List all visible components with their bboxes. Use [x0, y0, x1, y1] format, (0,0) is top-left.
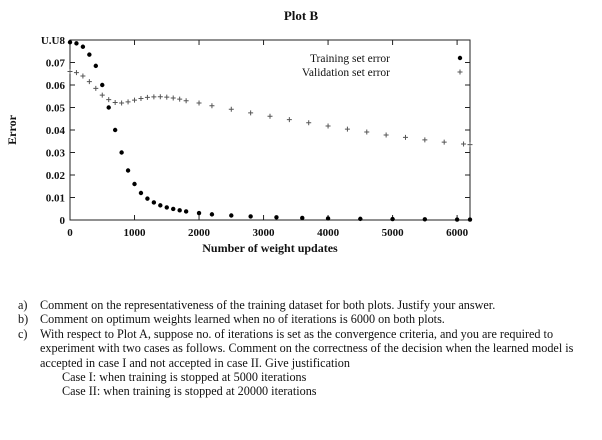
- x-tick-label: 1000: [123, 227, 146, 239]
- training-error-point: [113, 128, 117, 132]
- training-error-point: [152, 200, 156, 204]
- question-text: Comment on the representativeness of the training dataset for both plots. Justify your answer.: [40, 298, 496, 312]
- plot-title: Plot B: [283, 8, 319, 23]
- validation-error-point: [138, 96, 143, 101]
- x-tick-label: 2000: [188, 227, 211, 239]
- y-tick-label: 0.01: [45, 192, 65, 205]
- x-tick-label: 3000: [252, 227, 275, 239]
- validation-error-point: [326, 123, 331, 128]
- training-error-point: [455, 217, 459, 221]
- training-error-point: [158, 203, 162, 207]
- training-error-point: [81, 45, 85, 49]
- training-error-point: [358, 217, 362, 221]
- training-error-point: [171, 207, 175, 211]
- x-tick-label: 0: [67, 227, 73, 239]
- question-c: [18, 327, 593, 370]
- validation-error-point: [209, 103, 214, 108]
- validation-error-point: [171, 96, 176, 101]
- training-error-point: [119, 150, 123, 154]
- validation-error-point: [268, 114, 273, 119]
- training-error-point: [165, 205, 169, 209]
- training-error-point: [145, 196, 149, 200]
- validation-error-point: [132, 98, 137, 103]
- validation-error-point: [461, 141, 466, 146]
- training-error-point: [87, 52, 91, 56]
- training-error-point: [390, 217, 394, 221]
- validation-error-point: [74, 70, 79, 75]
- validation-error-point: [364, 130, 369, 135]
- validation-error-point: [442, 140, 447, 145]
- question-label: b): [18, 312, 29, 327]
- y-tick-label: 0.06: [45, 80, 65, 92]
- validation-error-point: [145, 95, 150, 100]
- x-tick-label: 6000: [446, 227, 469, 239]
- training-error-point: [107, 105, 111, 109]
- validation-error-point: [113, 100, 118, 105]
- validation-error-point: [229, 107, 234, 112]
- validation-error-point: [403, 135, 408, 140]
- validation-error-point: [197, 101, 202, 106]
- legend-marker: [458, 56, 462, 60]
- validation-error-point: [422, 137, 427, 142]
- y-tick-label: 0.05: [45, 102, 65, 115]
- validation-error-point: [306, 120, 311, 125]
- validation-error-point: [126, 99, 131, 104]
- question-text: Comment on optimum weights learned when no of iterations is 6000 on both plots.: [40, 312, 445, 327]
- y-tick-label: 0.02: [45, 170, 65, 182]
- training-error-point: [468, 217, 472, 221]
- training-error-point: [229, 213, 233, 217]
- case-two: Case II: when training is stopped at 20000 iterations: [62, 384, 317, 399]
- y-tick-label: 0.07: [45, 57, 65, 70]
- validation-error-point: [164, 95, 169, 100]
- training-error-point: [197, 211, 201, 215]
- training-error-point: [210, 212, 214, 216]
- question-a: [18, 298, 593, 312]
- y-tick-label: 0: [59, 215, 65, 227]
- training-error-point: [68, 40, 72, 44]
- legend-label: Validation set error: [301, 67, 390, 79]
- validation-error-point: [468, 142, 473, 147]
- validation-error-point: [158, 94, 163, 99]
- validation-error-point: [384, 132, 389, 137]
- training-error-point: [100, 83, 104, 87]
- training-error-point: [184, 209, 188, 213]
- x-tick-label: 5000: [381, 227, 404, 239]
- training-error-point: [139, 191, 143, 195]
- validation-error-point: [248, 110, 253, 115]
- question-text: With respect to Plot A, suppose no. of iterations is set as the convergence criteria, and you are required to experiment with two cases as follows. Comment on the correctness of the decision when the learned model is accepted in case I and not accepted in case II. Give justification: [40, 326, 574, 370]
- question-list: [18, 298, 593, 399]
- question-label: a): [18, 298, 28, 312]
- y-tick-label: 0.03: [45, 147, 65, 160]
- validation-error-point: [119, 101, 124, 106]
- validation-error-point: [151, 94, 156, 99]
- training-error-point: [248, 214, 252, 218]
- training-error-point: [74, 41, 78, 45]
- training-error-point: [300, 216, 304, 220]
- validation-error-point: [287, 117, 292, 122]
- validation-error-point: [184, 98, 189, 103]
- validation-error-point: [100, 93, 105, 98]
- y-axis-label: Error: [5, 115, 19, 145]
- y-tick-label: 0.04: [45, 125, 65, 137]
- training-error-point: [132, 182, 136, 186]
- validation-error-point: [345, 127, 350, 132]
- training-error-point: [274, 215, 278, 219]
- training-error-point: [326, 216, 330, 220]
- legend-label: Training set error: [309, 53, 390, 65]
- validation-error-point: [68, 69, 73, 74]
- question-label: c): [18, 326, 28, 341]
- case-one: Case I: when training is stopped at 5000 iterations: [62, 370, 307, 385]
- validation-error-point: [87, 79, 92, 84]
- validation-error-point: [106, 97, 111, 102]
- y-tick-label: U.U8: [40, 35, 65, 47]
- training-error-point: [126, 168, 130, 172]
- training-error-point: [94, 64, 98, 68]
- x-axis-label: Number of weight updates: [202, 241, 338, 255]
- validation-error-point: [93, 86, 98, 91]
- training-error-point: [177, 208, 181, 212]
- validation-error-point: [177, 97, 182, 102]
- x-tick-label: 4000: [317, 227, 340, 239]
- plot-frame: [70, 40, 470, 220]
- training-error-point: [423, 217, 427, 221]
- validation-error-point: [80, 74, 85, 79]
- question-b: [18, 312, 593, 326]
- legend-marker: [458, 70, 463, 75]
